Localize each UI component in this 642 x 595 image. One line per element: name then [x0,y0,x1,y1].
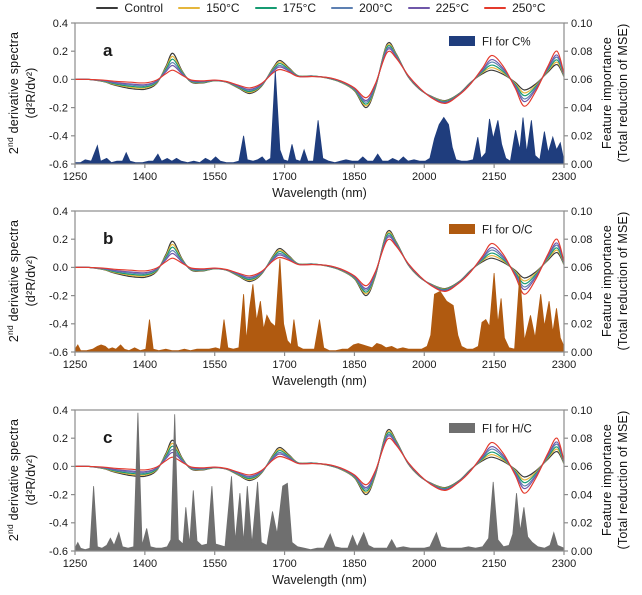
x-tick-label: 1250 [62,558,88,570]
right-tick-label: 0.08 [571,234,593,246]
left-tick-label: -0.4 [49,517,68,530]
left-tick-label: 0.0 [52,461,68,474]
spectrum-line-control [75,43,564,108]
x-tick-label: 1400 [132,558,158,570]
left-tick-label: 0.0 [52,262,68,275]
x-tick-label: 2000 [412,558,437,570]
panel-letter-b: b [103,229,114,248]
left-tick-label: 0.2 [52,433,68,445]
spectrum-line-175c [75,234,564,293]
left-tick-label: 0.4 [52,17,68,30]
spectrum-line-150c [75,232,564,294]
legend-label: 250°C [512,1,546,15]
left-axis-subtitle-a: (d²R/dv²) [24,67,38,119]
left-tick-label: -0.6 [49,158,68,171]
legend-label: Control [124,1,164,15]
spectrum-line-150c [75,431,564,493]
fi-legend-swatch-a [449,36,475,46]
x-tick-label: 2000 [412,359,437,371]
panel-letter-a: a [103,41,113,60]
left-tick-label: 0.2 [52,234,68,246]
x-tick-label: 1250 [62,171,88,183]
right-axis-title-c: Feature importance [600,424,614,536]
spectrum-line-175c [75,46,564,105]
left-tick-label: -0.4 [49,318,68,331]
left-axis-subtitle-c: (d²R/dv²) [24,454,38,506]
x-axis-title-a: Wavelength (nm) [272,186,367,200]
left-axis-title-a: 2nd derivative spectra [4,31,22,155]
left-axis-subtitle-b: (d²R/dv²) [24,255,38,307]
fi-legend-swatch-c [449,423,475,433]
right-tick-label: 0.00 [571,545,593,558]
right-axis-subtitle-b: (Total reduction of MSE) [616,211,630,351]
x-axis-title-c: Wavelength (nm) [272,573,367,587]
left-axis-title-b: 2nd derivative spectra [4,219,22,343]
spectrum-line-control [75,429,564,494]
x-tick-label: 2300 [551,359,577,371]
x-tick-label: 1700 [272,171,297,183]
right-tick-label: 0.10 [571,404,593,417]
fi-legend-swatch-b [449,224,475,234]
left-tick-label: 0.0 [52,74,68,87]
right-axis-title-b: Feature importance [600,225,614,337]
right-axis-subtitle-c: (Total reduction of MSE) [616,410,630,550]
right-tick-label: 0.02 [571,130,593,143]
x-tick-label: 1700 [272,359,297,371]
right-tick-label: 0.04 [571,489,593,502]
x-tick-label: 1700 [272,558,297,570]
x-tick-label: 1850 [342,558,367,570]
legend-label: 175°C [282,1,317,15]
spectrum-line-225c [75,49,564,103]
fi-legend-label-a: FI for C% [482,36,531,49]
spectrum-line-150c [75,44,564,106]
left-tick-label: -0.2 [49,102,68,115]
x-tick-label: 2150 [481,558,507,570]
x-axis-title-b: Wavelength (nm) [272,374,367,388]
left-tick-label: -0.4 [49,130,68,143]
x-tick-label: 1550 [202,359,227,371]
x-tick-label: 1550 [202,558,227,570]
right-tick-label: 0.00 [571,158,593,171]
right-tick-label: 0.04 [571,102,593,115]
right-axis-subtitle-a: (Total reduction of MSE) [616,23,630,163]
right-axis-title-a: Feature importance [600,37,614,149]
plot-area-b [75,231,564,352]
right-tick-label: 0.04 [571,290,593,303]
left-tick-label: -0.2 [49,489,68,502]
left-tick-label: 0.2 [52,46,68,58]
x-tick-label: 2300 [551,171,577,183]
spectrum-line-175c [75,433,564,492]
right-tick-label: 0.08 [571,433,593,445]
fi-legend-label-c: FI for H/C [482,423,532,436]
legend-label: 225°C [435,1,470,15]
x-tick-label: 1400 [132,171,158,183]
right-tick-label: 0.10 [571,205,593,218]
right-tick-label: 0.06 [571,262,593,275]
right-tick-label: 0.08 [571,46,593,58]
x-tick-label: 2000 [412,171,437,183]
left-tick-label: -0.6 [49,545,68,558]
x-tick-label: 2300 [551,558,577,570]
left-tick-label: -0.2 [49,290,68,303]
x-tick-label: 1550 [202,171,227,183]
spectrum-line-control [75,231,564,296]
x-tick-label: 2150 [481,359,507,371]
right-tick-label: 0.00 [571,346,593,359]
left-tick-label: 0.4 [52,404,68,417]
legend-label: 150°C [206,1,240,15]
spectrum-line-225c [75,436,564,490]
x-tick-label: 1250 [62,359,88,371]
left-axis-title-c: 2nd derivative spectra [4,418,22,542]
left-tick-label: 0.4 [52,205,68,218]
panel-c [49,405,592,587]
right-tick-label: 0.10 [571,17,593,30]
right-tick-label: 0.02 [571,517,593,530]
panel-b [49,206,592,388]
plot-area-a [75,43,564,164]
spectrum-line-225c [75,237,564,291]
panel-letter-c: c [103,428,113,447]
x-tick-label: 1850 [342,171,367,183]
right-tick-label: 0.06 [571,74,593,87]
panel-a [49,18,592,200]
legend-label: 200°C [359,1,393,15]
x-tick-label: 1850 [342,359,367,371]
right-tick-label: 0.06 [571,461,593,474]
right-tick-label: 0.02 [571,318,593,331]
x-tick-label: 1400 [132,359,158,371]
fi-legend-label-b: FI for O/C [482,224,533,237]
left-tick-label: -0.6 [49,346,68,359]
x-tick-label: 2150 [481,171,507,183]
